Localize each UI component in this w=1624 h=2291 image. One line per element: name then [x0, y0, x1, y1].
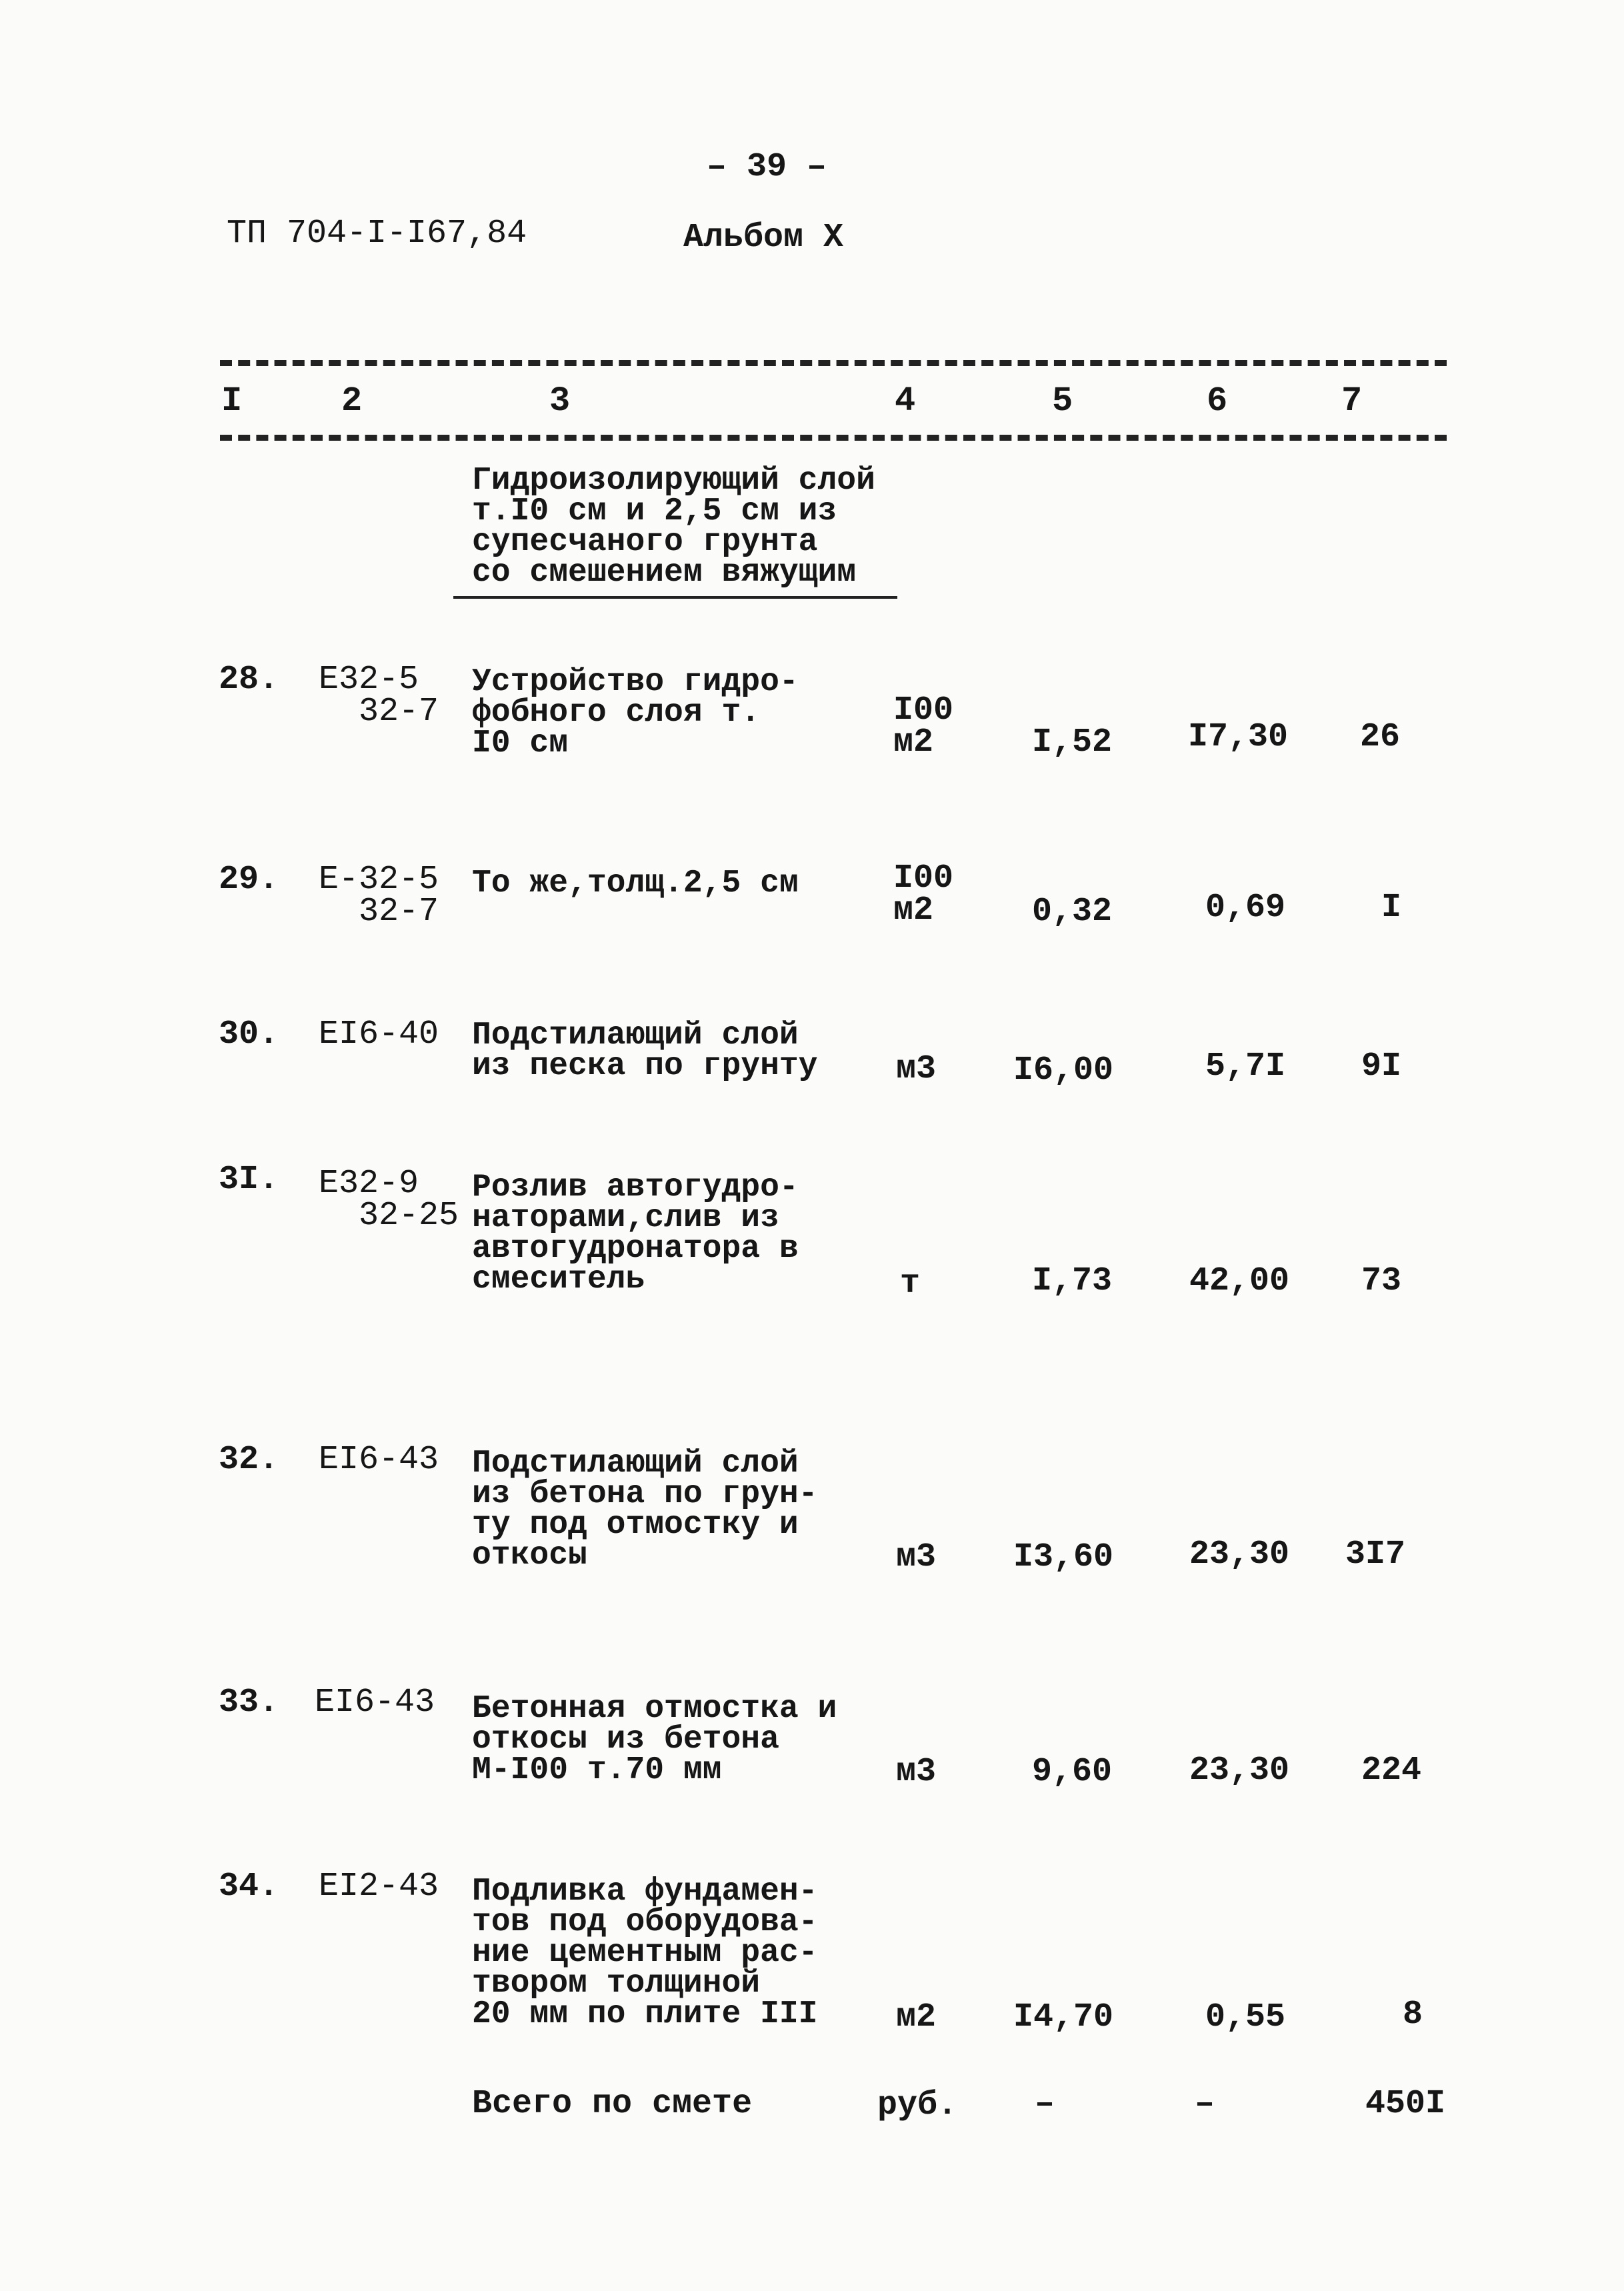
row-code: ЕI2-43 — [319, 1868, 439, 1906]
album-label: Альбом X — [683, 219, 844, 257]
row-price: 42,00 — [1189, 1262, 1290, 1300]
row-quantity: I6,00 — [1013, 1051, 1114, 1089]
row-number: 33. — [219, 1684, 279, 1722]
row-quantity: I,52 — [1032, 723, 1113, 761]
column-header-4: 4 — [895, 381, 916, 421]
row-price: 0,55 — [1205, 1998, 1286, 2036]
row-total: 26 — [1360, 718, 1401, 756]
row-price: 5,7I — [1205, 1047, 1286, 1085]
doc-code: ТП 704-I-I67,84 — [227, 215, 527, 253]
row-description: Розлив автогудро- наторами,слив из автогудронатора в смеситель — [472, 1170, 799, 1298]
row-price: I7,30 — [1188, 718, 1289, 756]
row-unit: м3 — [896, 1050, 937, 1088]
row-quantity: 9,60 — [1032, 1753, 1113, 1791]
row-unit: I00 м2 — [893, 859, 954, 929]
row-total: I — [1381, 889, 1402, 927]
row-total: 224 — [1361, 1752, 1422, 1790]
table-top-rule — [220, 360, 1447, 366]
row-price: 23,30 — [1189, 1536, 1290, 1574]
row-unit: т — [900, 1265, 921, 1303]
section-underline — [453, 596, 897, 599]
page-number: – 39 – — [707, 148, 827, 186]
total-price: – — [1195, 2085, 1215, 2123]
row-unit: м3 — [896, 1538, 937, 1576]
row-unit: м3 — [896, 1753, 937, 1791]
column-header-2: 2 — [341, 381, 363, 421]
row-total: 8 — [1403, 1996, 1423, 2034]
row-description: Подстилающий слой из бетона по грун- ту под отмостку и откосы — [472, 1446, 818, 1574]
row-total: 73 — [1361, 1262, 1402, 1300]
row-quantity: I,73 — [1032, 1262, 1113, 1300]
section-title: Гидроизолирующий слой т.I0 см и 2,5 см из супесчаного грунта со смешением вяжущим — [472, 463, 875, 591]
total-sum: 450I — [1365, 2085, 1446, 2123]
row-code: ЕI6-40 — [319, 1015, 439, 1053]
row-unit: м2 — [896, 1998, 937, 2036]
header-bottom-rule — [220, 435, 1447, 441]
row-price: 23,30 — [1189, 1752, 1290, 1790]
row-code: Е32-5 32-7 — [319, 661, 439, 731]
row-number: 28. — [219, 661, 279, 699]
row-code: Е32-9 32-25 — [319, 1165, 459, 1235]
column-header-5: 5 — [1052, 381, 1073, 421]
row-price: 0,69 — [1205, 889, 1286, 927]
row-description: Бетонная отмостка и откосы из бетона М-I00 т.70 мм — [472, 1691, 837, 1788]
row-number: 29. — [219, 861, 279, 899]
total-quantity: – — [1035, 2085, 1055, 2123]
column-header-1: I — [221, 381, 243, 421]
row-description: То же,толщ.2,5 см — [472, 865, 799, 901]
column-header-7: 7 — [1341, 381, 1363, 421]
row-code: ЕI6-43 — [319, 1441, 439, 1479]
row-number: 34. — [219, 1868, 279, 1906]
total-label: Всего по смете — [472, 2085, 753, 2123]
row-number: 32. — [219, 1441, 279, 1479]
row-code: Е-32-5 32-7 — [319, 861, 439, 931]
row-code: ЕI6-43 — [315, 1684, 435, 1722]
row-total: 3I7 — [1345, 1536, 1406, 1574]
row-quantity: I4,70 — [1013, 1998, 1114, 2036]
row-quantity: 0,32 — [1032, 893, 1113, 931]
row-description: Подливка фундамен- тов под оборудова- ние цементным рас- твором толщиной 20 мм по плите III — [472, 1874, 818, 2032]
row-number: 3I. — [219, 1161, 279, 1199]
row-description: Подстилающий слой из песка по грунту — [472, 1017, 818, 1084]
row-description: Устройство гидро- фобного слоя т. I0 см — [472, 664, 799, 761]
total-unit: руб. — [877, 2086, 958, 2124]
row-total: 9I — [1361, 1047, 1402, 1085]
row-quantity: I3,60 — [1013, 1538, 1114, 1576]
row-number: 30. — [219, 1015, 279, 1053]
row-unit: I00 м2 — [893, 691, 954, 761]
column-header-6: 6 — [1207, 381, 1228, 421]
column-header-3: 3 — [549, 381, 571, 421]
